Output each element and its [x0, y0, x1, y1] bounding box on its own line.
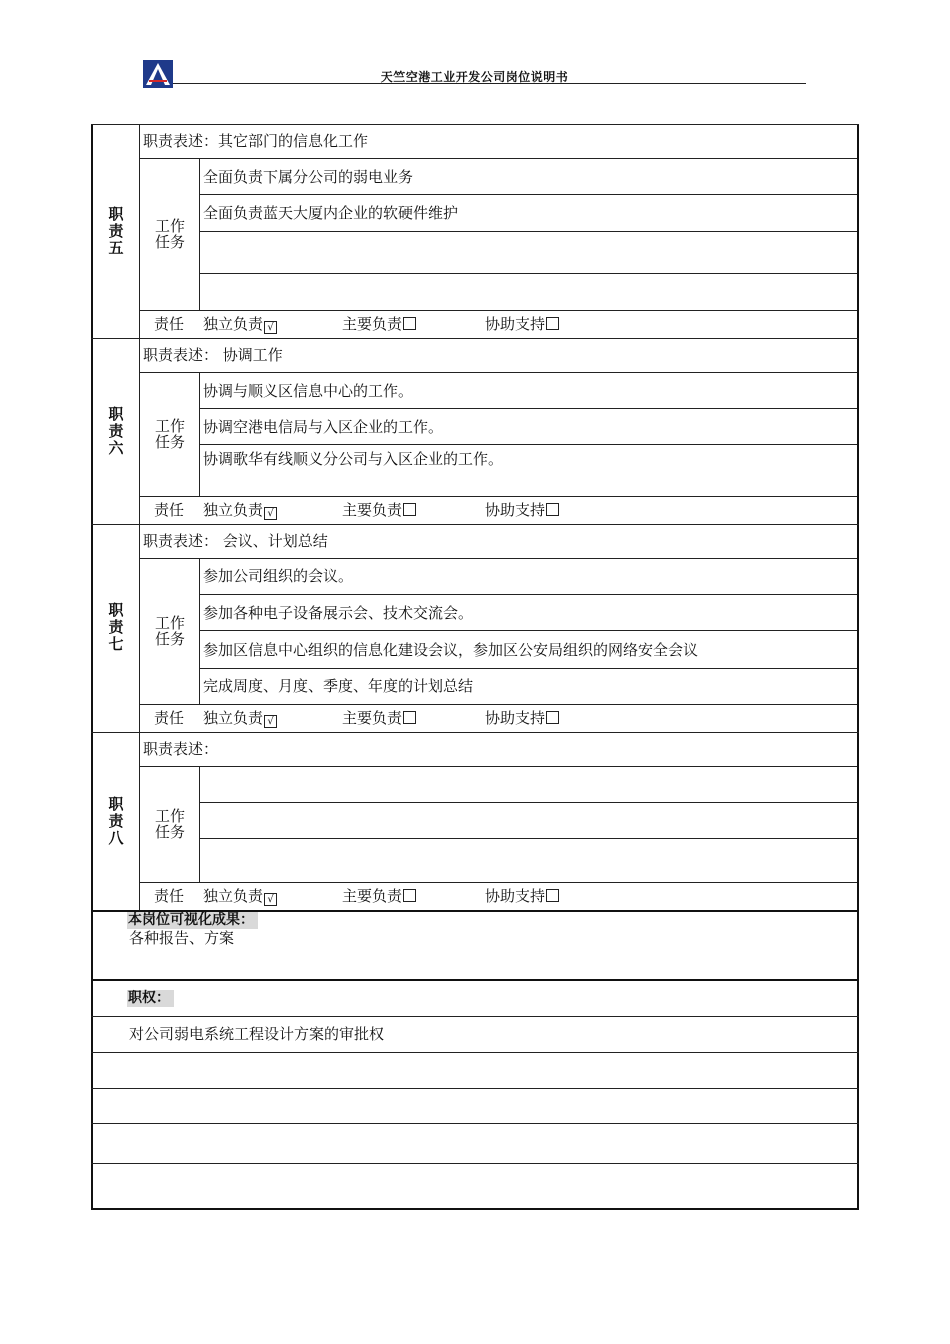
- task-item: 完成周度、月度、季度、年度的计划总结: [203, 677, 474, 695]
- checkbox-unchecked[interactable]: [546, 317, 559, 330]
- checkbox-unchecked[interactable]: [546, 503, 559, 516]
- checkbox-checked[interactable]: √: [264, 715, 277, 728]
- task-item: 协调歌华有线顺义分公司与入区企业的工作。: [203, 450, 504, 468]
- checkbox-unchecked[interactable]: [546, 711, 559, 724]
- assist-option[interactable]: [485, 315, 559, 333]
- checkbox-checked[interactable]: √: [264, 507, 277, 520]
- checkbox-unchecked[interactable]: [403, 889, 416, 902]
- duty-statement: 职责表述：: [143, 740, 219, 758]
- document-title: 天竺空港工业开发公司岗位说明书: [380, 70, 569, 84]
- independent-option[interactable]: [203, 315, 277, 334]
- main-option[interactable]: [342, 501, 416, 519]
- task-label: 工作任务: [154, 614, 185, 648]
- checkbox-checked[interactable]: √: [264, 893, 277, 906]
- responsibility-label: 责任: [154, 709, 185, 727]
- table-left-border: [91, 124, 93, 1210]
- table-bottom-border: [91, 1208, 859, 1210]
- duty-statement: 职责表述： 会议、计划总结: [143, 532, 328, 550]
- assist-option[interactable]: [485, 887, 559, 905]
- independent-label: 独立负责: [203, 709, 264, 727]
- independent-option[interactable]: [203, 887, 277, 906]
- task-label: 工作任务: [154, 217, 185, 251]
- checkbox-unchecked[interactable]: [403, 317, 416, 330]
- main-label: 主要负责: [342, 887, 403, 905]
- duty-label: 职 责 八: [108, 795, 124, 847]
- assist-label: 协助支持: [485, 887, 546, 905]
- assist-label: 协助支持: [485, 315, 546, 333]
- authority-label: 职权：: [127, 990, 174, 1007]
- checkbox-unchecked[interactable]: [403, 503, 416, 516]
- main-option[interactable]: [342, 315, 416, 333]
- task-item: 协调空港电信局与入区企业的工作。: [203, 418, 444, 436]
- assist-label: 协助支持: [485, 501, 546, 519]
- responsibility-label: 责任: [154, 315, 185, 333]
- main-label: 主要负责: [342, 709, 403, 727]
- main-label: 主要负责: [342, 315, 403, 333]
- responsibility-label: 责任: [154, 501, 185, 519]
- duty-label: 职 责 六: [108, 405, 124, 457]
- results-text: 各种报告、方案: [129, 929, 235, 947]
- table-top-border: [91, 124, 859, 125]
- responsibility-label: 责任: [154, 887, 185, 905]
- main-option[interactable]: [342, 709, 416, 727]
- task-label: 工作任务: [154, 417, 185, 451]
- independent-label: 独立负责: [203, 501, 264, 519]
- main-label: 主要负责: [342, 501, 403, 519]
- header-rule: [173, 83, 806, 84]
- assist-option[interactable]: [485, 501, 559, 519]
- independent-option[interactable]: [203, 709, 277, 728]
- duty-statement: 职责表述： 协调工作: [143, 346, 283, 364]
- results-label: 本岗位可视化成果：: [127, 912, 258, 929]
- independent-option[interactable]: [203, 501, 277, 520]
- task-item: 参加各种电子设备展示会、技术交流会。: [203, 604, 474, 622]
- task-item: 参加公司组织的会议。: [203, 567, 354, 585]
- duty-label: 职 责 五: [108, 205, 124, 257]
- page-header: [143, 60, 806, 90]
- checkbox-unchecked[interactable]: [403, 711, 416, 724]
- duty-label: 职 责 七: [108, 601, 124, 653]
- task-item: 全面负责蓝天大厦内企业的软硬件维护: [203, 204, 459, 222]
- checkbox-checked[interactable]: √: [264, 321, 277, 334]
- independent-label: 独立负责: [203, 315, 264, 333]
- authority-item: 对公司弱电系统工程设计方案的审批权: [129, 1025, 385, 1043]
- checkbox-unchecked[interactable]: [546, 889, 559, 902]
- assist-option[interactable]: [485, 709, 559, 727]
- duty-statement: 职责表述：其它部门的信息化工作: [143, 132, 369, 150]
- main-option[interactable]: [342, 887, 416, 905]
- task-label: 工作任务: [154, 807, 185, 841]
- task-item: 全面负责下属分公司的弱电业务: [203, 168, 414, 186]
- task-item: 协调与顺义区信息中心的工作。: [203, 382, 414, 400]
- table-right-border: [857, 124, 859, 1210]
- task-item: 参加区信息中心组织的信息化建设会议，参加区公安局组织的网络安全会议: [203, 641, 699, 659]
- independent-label: 独立负责: [203, 887, 264, 905]
- assist-label: 协助支持: [485, 709, 546, 727]
